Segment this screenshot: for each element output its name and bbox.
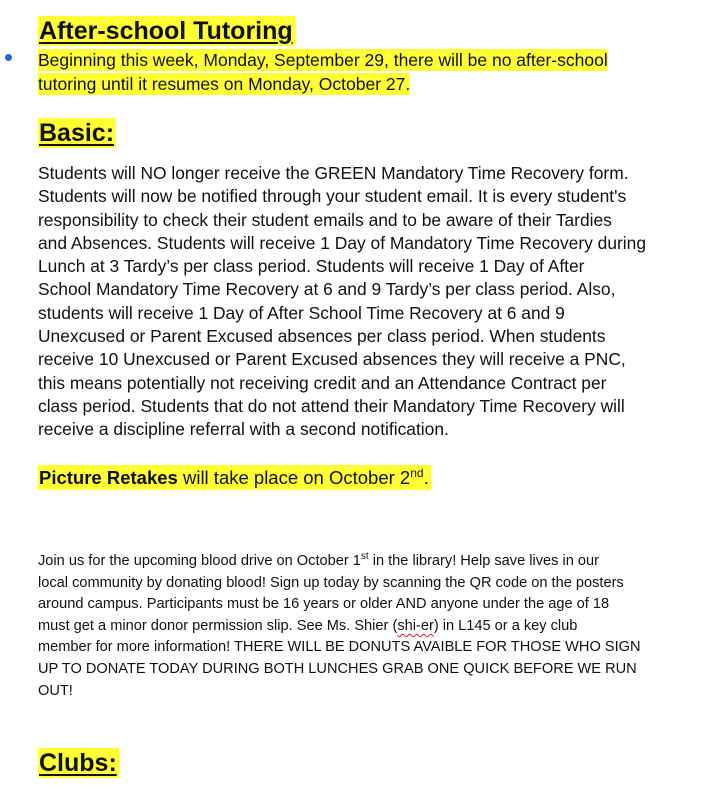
blood-line-4a: must get a minor donor permission slip. See Ms. Shier ( [38, 617, 398, 634]
basic-line: responsibility to check their student emails and to be aware of their Tardies [38, 209, 612, 230]
basic-paragraph [38, 162, 718, 442]
pronunciation-spellcheck: shi-er [397, 617, 434, 634]
retakes-highlight [38, 465, 431, 490]
tutoring-notice [38, 48, 678, 96]
blood-line-4 [38, 616, 718, 638]
blood-line-1b: in the library! Help save lives in our [368, 553, 600, 569]
basic-line: this means potentially not receiving credit and an Attendance Contract per [38, 372, 607, 393]
picture-retakes-notice [38, 465, 431, 491]
basic-line: class period. Students that do not attend their Mandatory Time Recovery will [38, 395, 625, 416]
retakes-sup: nd [410, 466, 424, 480]
tutoring-line-1: Beginning this week, Monday, September 29, there will be no after-school [38, 50, 608, 70]
blood-line-5: member for more information! THERE WILL BE DONUTS AVAIBLE FOR THOSE WHO SIGN [38, 639, 641, 656]
blood-line-1a: Join us for the upcoming blood drive on October 1 [38, 553, 361, 569]
retakes-text: will take place on October 2 [177, 467, 411, 488]
blood-line-6: UP TO DONATE TODAY DURING BOTH LUNCHES GRAB ONE QUICK BEFORE WE RUN [38, 660, 637, 677]
basic-line: receive a discipline referral with a second notification. [38, 419, 449, 440]
retakes-bold: Picture Retakes [39, 467, 178, 488]
blood-line-7: OUT! [38, 682, 73, 699]
retakes-end: . [423, 467, 429, 488]
basic-line: and Absences. Students will receive 1 Day of Mandatory Time Recovery during [38, 232, 647, 253]
blood-drive-paragraph [38, 551, 718, 702]
basic-line: School Mandatory Time Recovery at 6 and 9 Tardy’s per class period. Also, [38, 279, 616, 300]
blood-line-4b: ) in L145 or a key club [433, 617, 578, 634]
basic-line: receive 10 Unexcused or Parent Excused absences they will receive a PNC, [38, 349, 626, 370]
blood-line-3: around campus. Participants must be 16 years or older AND anyone under the age of 18 [38, 596, 610, 613]
blood-line-1-sup: st [360, 551, 369, 562]
basic-line: Unexcused or Parent Excused absences per class period. When students [38, 326, 606, 347]
basic-line: Lunch at 3 Tardy’s per class period. Students will receive 1 Day of After [38, 256, 585, 277]
basic-line: Students will NO longer receive the GREEN Mandatory Time Recovery form. [38, 163, 629, 183]
blood-line-1 [38, 551, 718, 573]
basic-line: Students will now be notified through your student email. It is every student's [38, 186, 627, 207]
tutoring-line-2: tutoring until it resumes on Monday, October 27. [38, 74, 411, 94]
basic-line: students will receive 1 Day of After School Time Recovery at 6 and 9 [38, 302, 565, 323]
tutoring-heading: After-school Tutoring [39, 17, 293, 45]
clubs-heading: Clubs: [39, 749, 117, 777]
bullet-icon [5, 54, 12, 61]
basic-heading: Basic: [39, 119, 115, 147]
blood-line-2: local community by donating blood! Sign up today by scanning the QR code on the posters [38, 574, 624, 591]
